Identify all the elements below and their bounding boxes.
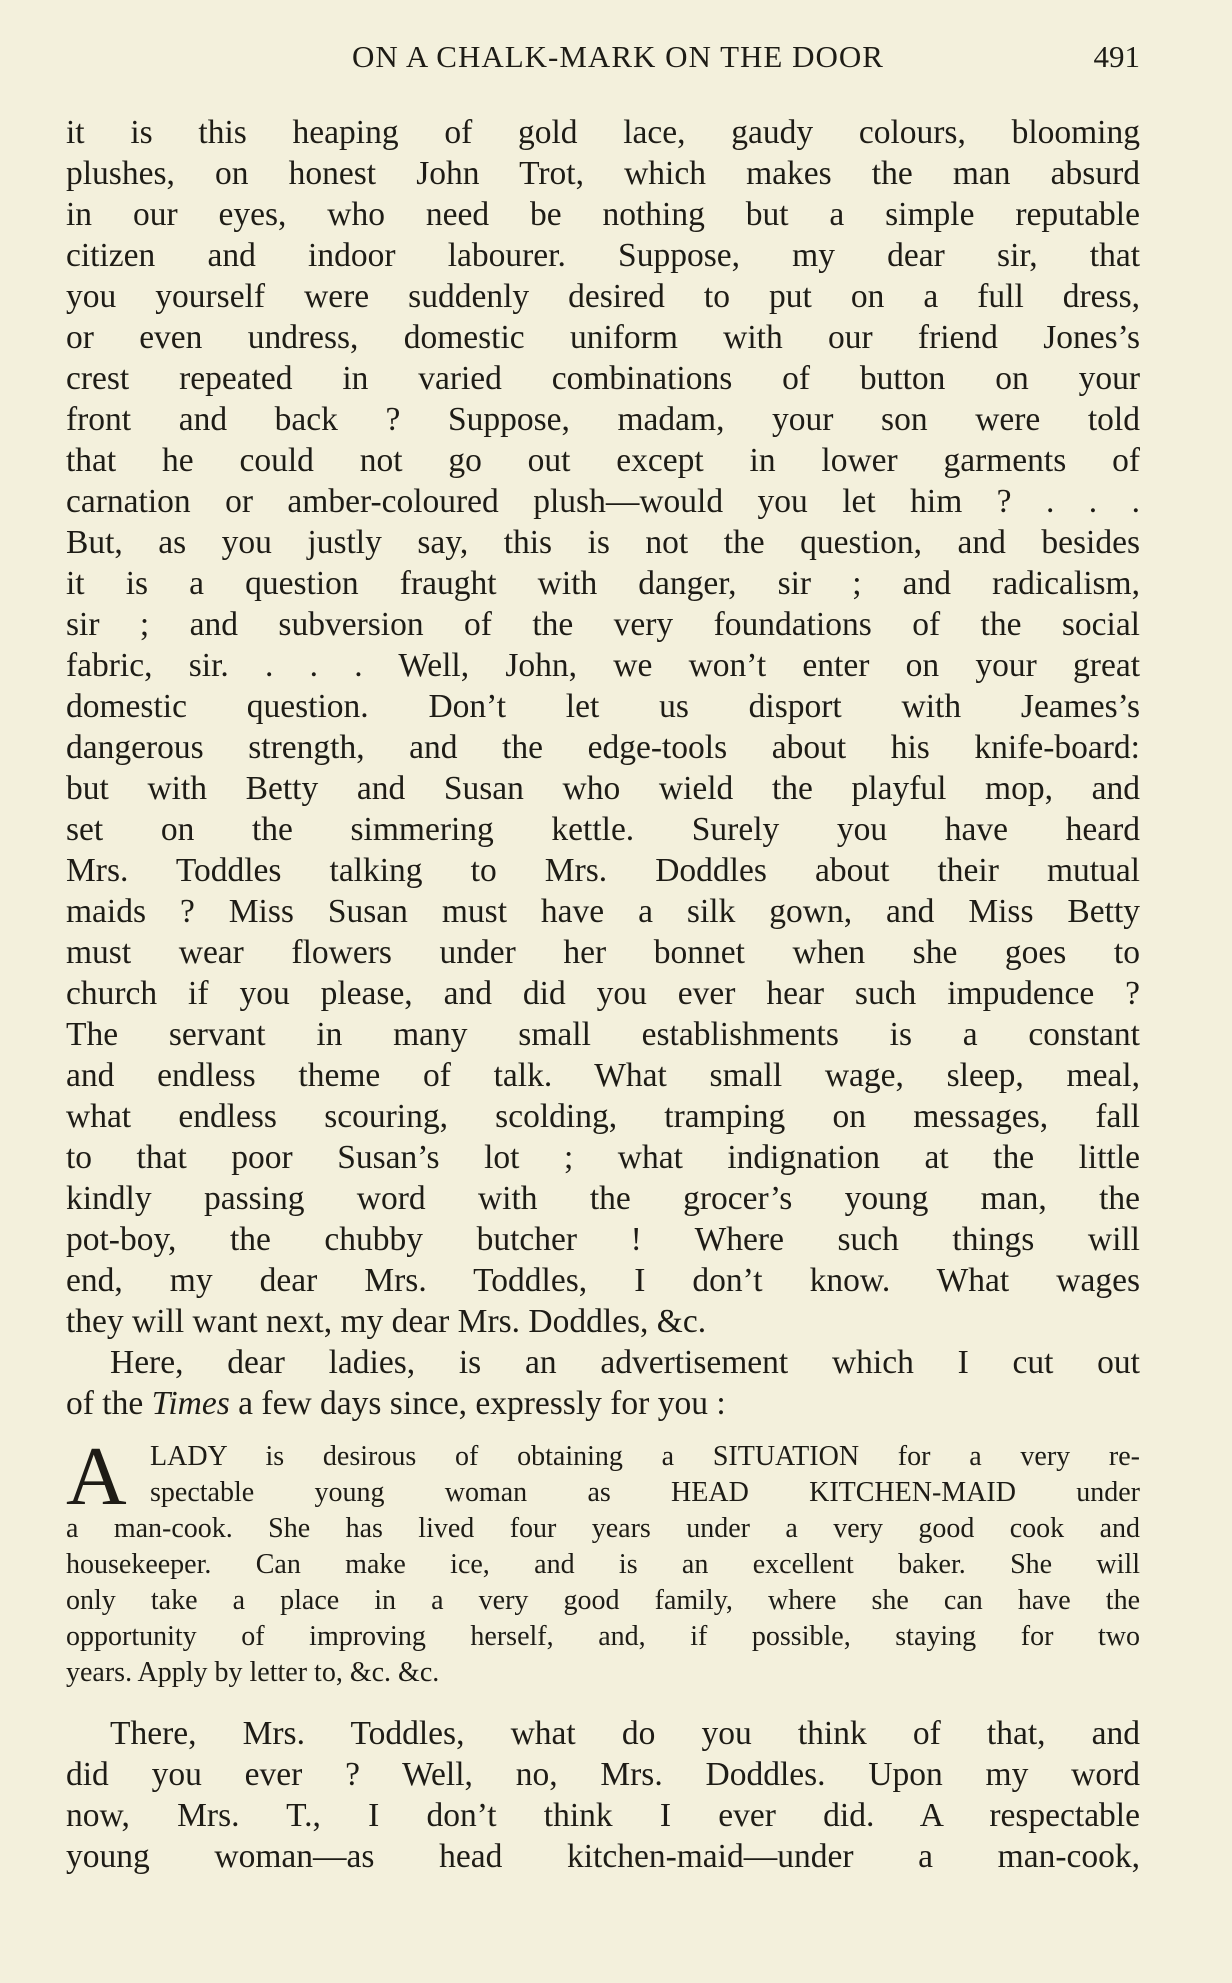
text-line: kindly passing word with the grocer’s young man, the	[66, 1180, 1140, 1217]
advertisement-quote	[66, 1430, 1140, 1691]
text-line: that he could not go out except in lower garments of	[66, 442, 1140, 479]
text-line: fabric, sir. . . . Well, John, we won’t enter on your great	[66, 647, 1140, 684]
text-line: sir ; and subversion of the very foundations of the social	[66, 606, 1140, 643]
text-line: Mrs. Toddles talking to Mrs. Doddles about their mutual	[66, 852, 1140, 889]
text-line: carnation or amber-coloured plush—would you let him ? . . .	[66, 483, 1140, 520]
text-line: must wear flowers under her bonnet when she goes to	[66, 934, 1140, 971]
text-line: what endless scouring, scolding, tramping on messages, fall	[66, 1098, 1140, 1135]
advert-line: only take a place in a very good family, where she can have the	[66, 1585, 1140, 1616]
text-line: Here, dear ladies, is an advertisement which I cut out	[110, 1344, 1140, 1381]
paragraph-1	[66, 112, 1140, 1342]
text-line: in our eyes, who need be nothing but a simple reputable	[66, 196, 1140, 233]
text-line: they will want next, my dear Mrs. Doddles, &c.	[66, 1303, 707, 1340]
text-line: it is this heaping of gold lace, gaudy colours, blooming	[66, 114, 1140, 151]
paragraph-2	[66, 1342, 1140, 1424]
text-line: young woman—as head kitchen-maid—under a man-cook,	[66, 1838, 1140, 1875]
text-line: maids ? Miss Susan must have a silk gown, and Miss Betty	[66, 893, 1140, 930]
text-line: you yourself were suddenly desired to put on a full dress,	[66, 278, 1140, 315]
advert-line: LADY is desirous of obtaining a SITUATION for a very re-	[150, 1441, 1140, 1472]
text-line: front and back ? Suppose, madam, your son were told	[66, 401, 1140, 438]
advert-line: housekeeper. Can make ice, and is an excellent baker. She will	[66, 1549, 1140, 1580]
page-number: 491	[1093, 39, 1140, 74]
running-title: ON A CHALK-MARK ON THE DOOR	[352, 39, 884, 74]
text-line	[66, 1383, 1140, 1424]
running-head	[66, 36, 1140, 78]
text-line: church if you please, and did you ever hear such impudence ?	[66, 975, 1140, 1012]
text-line: set on the simmering kettle. Surely you have heard	[66, 811, 1140, 848]
text-line: pot-boy, the chubby butcher ! Where such things will	[66, 1221, 1140, 1258]
drop-cap: A	[66, 1430, 127, 1523]
text-line: crest repeated in varied combinations of button on your	[66, 360, 1140, 397]
text-line: did you ever ? Well, no, Mrs. Doddles. Upon my word	[66, 1756, 1140, 1793]
text-line: dangerous strength, and the edge-tools about his knife-board:	[66, 729, 1140, 766]
advert-line: a man-cook. She has lived four years under a very good cook and	[66, 1513, 1140, 1544]
advert-line: years. Apply by letter to, &c. &c.	[66, 1657, 440, 1688]
paragraph-3	[66, 1713, 1140, 1877]
text-segment: a few days since, expressly for you :	[229, 1385, 726, 1422]
text-line: but with Betty and Susan who wield the playful mop, and	[66, 770, 1140, 807]
text-line: end, my dear Mrs. Toddles, I don’t know. What wages	[66, 1262, 1140, 1299]
text-line: it is a question fraught with danger, sir ; and radicalism,	[66, 565, 1140, 602]
text-segment: of the	[66, 1385, 152, 1422]
text-line: There, Mrs. Toddles, what do you think of that, and	[110, 1715, 1140, 1752]
text-line: now, Mrs. T., I don’t think I ever did. A respectable	[66, 1797, 1140, 1834]
text-line: domestic question. Don’t let us disport with Jeames’s	[66, 688, 1140, 725]
text-line: citizen and indoor labourer. Suppose, my dear sir, that	[66, 237, 1140, 274]
text-line: plushes, on honest John Trot, which makes the man absurd	[66, 155, 1140, 192]
main-text	[66, 112, 1140, 1877]
text-line: to that poor Susan’s lot ; what indignation at the little	[66, 1139, 1140, 1176]
text-line: The servant in many small establishments is a constant	[66, 1016, 1140, 1053]
advert-line: opportunity of improving herself, and, if possible, staying for two	[66, 1621, 1140, 1652]
newspaper-title: Times	[151, 1385, 230, 1422]
text-line: or even undress, domestic uniform with our friend Jones’s	[66, 319, 1140, 356]
text-line: But, as you justly say, this is not the question, and besides	[66, 524, 1140, 561]
text-line: and endless theme of talk. What small wage, sleep, meal,	[66, 1057, 1140, 1094]
advert-line: spectable young woman as HEAD KITCHEN-MAID under	[150, 1477, 1140, 1508]
